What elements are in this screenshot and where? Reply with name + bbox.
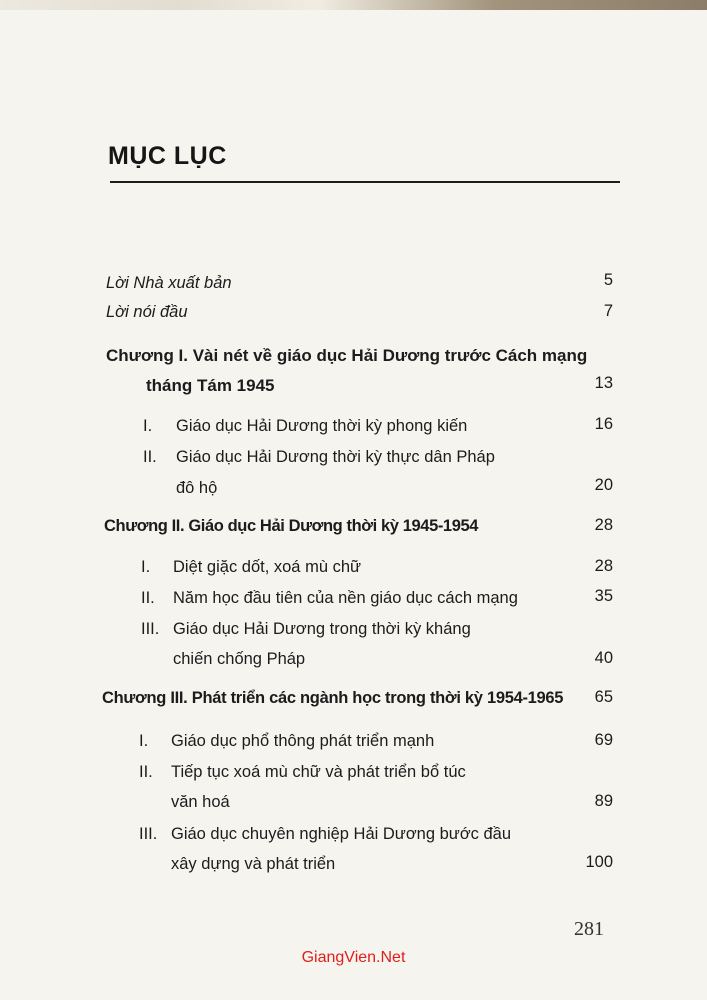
toc-section-text: Diệt giặc dốt, xoá mù chữ — [173, 558, 362, 576]
toc-section-text-line-1: Giáo dục Hải Dương trong thời kỳ kháng — [173, 620, 471, 638]
toc-section-text-line-2: đô hộ — [176, 479, 218, 497]
toc-roman-numeral: III. — [139, 825, 158, 843]
toc-page-number: 7 — [603, 302, 613, 320]
toc-section-text-line-1: Giáo dục chuyên nghiệp Hải Dương bước đầu — [171, 825, 512, 843]
toc-roman-numeral: II. — [139, 763, 153, 781]
toc-section-text-line-1: Giáo dục Hải Dương thời kỳ thực dân Pháp — [176, 448, 495, 466]
toc-roman-numeral: I. — [143, 417, 153, 435]
toc-entry-preface: Lời nói đầu — [106, 303, 188, 321]
toc-page-number: 20 — [594, 476, 613, 494]
toc-page-number: 16 — [594, 415, 613, 433]
toc-page-number: 100 — [585, 853, 613, 871]
toc-roman-numeral: I. — [139, 732, 149, 750]
page-folio-number: 281 — [574, 918, 604, 940]
toc-chapter-1-line-2: tháng Tám 1945 — [146, 376, 275, 395]
toc-page-number: 28 — [594, 516, 613, 534]
toc-roman-numeral: II. — [143, 448, 157, 466]
toc-roman-numeral: II. — [141, 589, 155, 607]
toc-page-number: 5 — [603, 271, 613, 289]
toc-section-text: Giáo dục Hải Dương thời kỳ phong kiến — [176, 417, 468, 435]
page-title: MỤC LỤC — [108, 142, 227, 170]
toc-section-text: Năm học đầu tiên của nền giáo dục cách mạng — [173, 589, 518, 607]
toc-page-number: 28 — [594, 557, 613, 575]
toc-page-number: 13 — [594, 374, 613, 392]
toc-page-number: 40 — [594, 649, 613, 667]
toc-chapter-1-line-1: Chương I. Vài nét về giáo dục Hải Dương trước Cách mạng — [106, 346, 588, 365]
toc-section-text-line-2: chiến chống Pháp — [173, 650, 306, 668]
site-watermark: GiangVien.Net — [301, 949, 406, 966]
toc-page-number: 65 — [594, 688, 613, 706]
toc-chapter-2: Chương II. Giáo dục Hải Dương thời kỳ 1945-1954 — [104, 517, 479, 535]
toc-page-number: 35 — [594, 587, 613, 605]
toc-section-text: Giáo dục phổ thông phát triển mạnh — [171, 732, 435, 750]
toc-section-text-line-2: xây dựng và phát triển — [171, 855, 336, 873]
toc-entry-publisher-note: Lời Nhà xuất bản — [106, 274, 232, 292]
toc-roman-numeral: III. — [141, 620, 160, 638]
toc-page-number: 89 — [594, 792, 613, 810]
toc-page-number: 69 — [594, 731, 613, 749]
toc-chapter-3: Chương III. Phát triển các ngành học trong thời kỳ 1954-1965 — [102, 689, 564, 707]
toc-section-text-line-1: Tiếp tục xoá mù chữ và phát triển bổ túc — [171, 763, 466, 781]
toc-section-text-line-2: văn hoá — [171, 793, 230, 811]
toc-roman-numeral: I. — [141, 558, 151, 576]
